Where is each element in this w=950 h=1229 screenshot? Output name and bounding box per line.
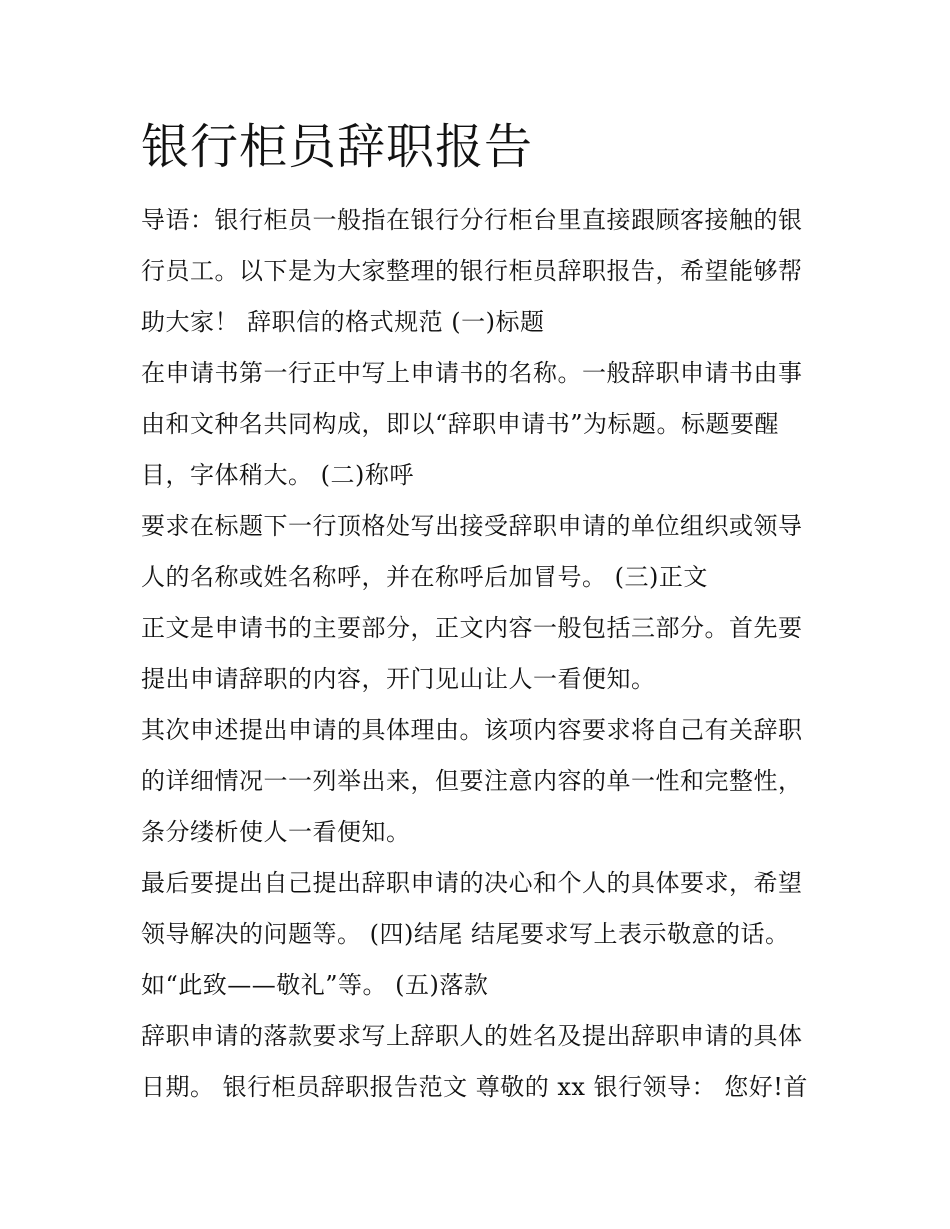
body-line: 人的名称或姓名称呼，并在称呼后加冒号。 (三)正文 bbox=[141, 563, 708, 591]
body-line: 行员工。以下是为大家整理的银行柜员辞职报告，希望能够帮 bbox=[141, 257, 803, 285]
body-line: 提出申请辞职的内容，开门见山让人一看便知。 bbox=[141, 665, 656, 693]
body-line: 其次申述提出申请的具体理由。该项内容要求将自己有关辞职 bbox=[141, 716, 803, 744]
body-line: 条分缕析使人一看便知。 bbox=[141, 818, 411, 846]
document-title: 银行柜员辞职报告 bbox=[141, 119, 534, 175]
body-line: 如“此致——敬礼”等。 (五)落款 bbox=[141, 971, 489, 999]
body-line: 要求在标题下一行顶格处写出接受辞职申请的单位组织或领导 bbox=[141, 512, 803, 540]
body-line: 助大家！ 辞职信的格式规范 (一)标题 bbox=[141, 308, 545, 336]
body-line: 在申请书第一行正中写上申请书的名称。一般辞职申请书由事 bbox=[141, 359, 803, 387]
body-line: 辞职申请的落款要求写上辞职人的姓名及提出辞职申请的具体 bbox=[141, 1022, 803, 1050]
body-line: 目，字体稍大。 (二)称呼 bbox=[141, 461, 414, 489]
body-line: 导语：银行柜员一般指在银行分行柜台里直接跟顾客接触的银 bbox=[141, 206, 803, 234]
body-line: 最后要提出自己提出辞职申请的决心和个人的具体要求，希望 bbox=[141, 869, 803, 897]
body-line: 正文是申请书的主要部分，正文内容一般包括三部分。首先要 bbox=[141, 614, 803, 642]
body-line: 领导解决的问题等。 (四)结尾 结尾要求写上表示敬意的话。 bbox=[141, 920, 790, 948]
body-line: 日期。 银行柜员辞职报告范文 尊敬的 xx 银行领导： 您好!首 bbox=[141, 1073, 808, 1101]
body-line: 的详细情况一一列举出来，但要注意内容的单一性和完整性， bbox=[141, 767, 803, 795]
body-line: 由和文种名共同构成，即以“辞职申请书”为标题。标题要醒 bbox=[141, 410, 780, 438]
